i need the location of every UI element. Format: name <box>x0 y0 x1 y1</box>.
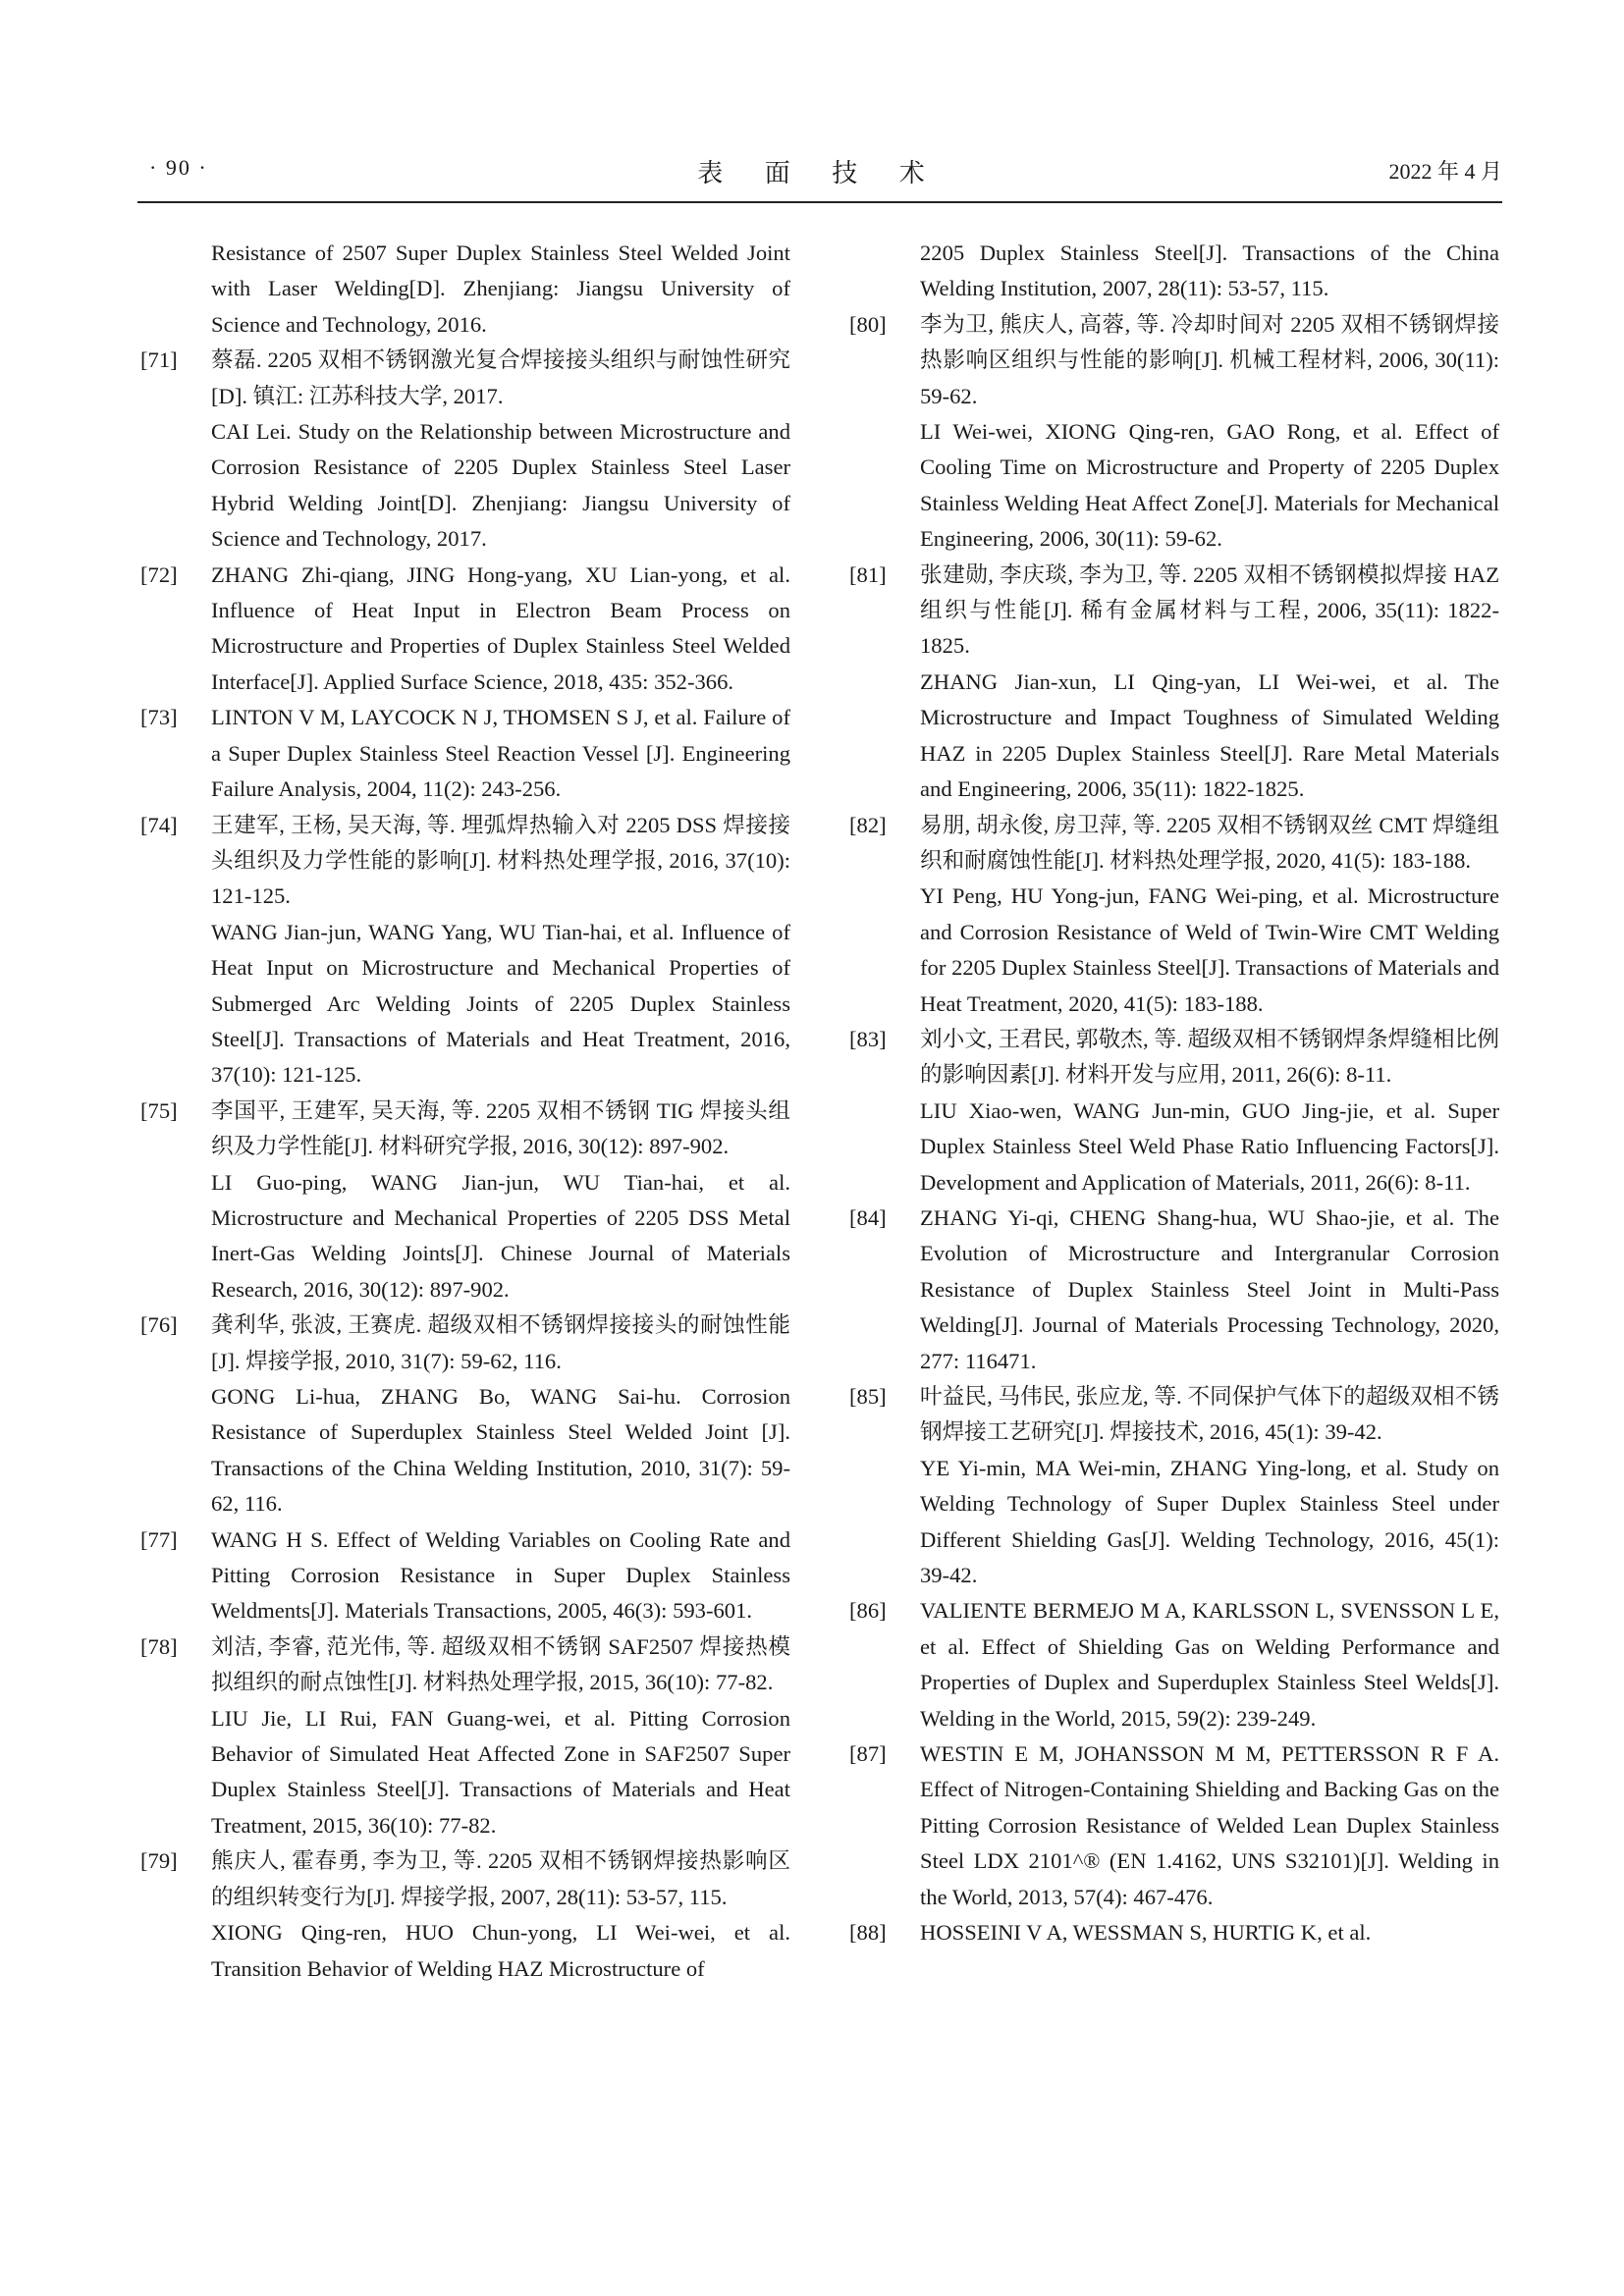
reference-translation: GONG Li-hua, ZHANG Bo, WANG Sai-hu. Corrosion Resistance of Superduplex Stainless Steel Welded Joint [J]. Transactions of the China Welding Institution, 2010, 31(7): 59-62, 116. <box>211 1384 790 1517</box>
reference-number: [88] <box>849 1920 887 1946</box>
reference-translation: ZHANG Jian-xun, LI Qing-yan, LI Wei-wei, et al. The Microstructure and Impact Toughness of Simulated Welding HAZ in 2205 Duplex Stainless Steel[J]. Rare Metal Materials and Engineering, 2006, 35(11): 1822-1825. <box>920 668 1499 802</box>
reference-79 <box>137 1843 790 1987</box>
reference-71 <box>137 343 790 557</box>
reference-text: HOSSEINI V A, WESSMAN S, HURTIG K, et al. <box>920 1920 1372 1946</box>
reference-text: 熊庆人, 霍春勇, 李为卫, 等. 2205 双相不锈钢焊接热影响区的组织转变行为[J]. 焊接学报, 2007, 28(11): 53-57, 115. <box>211 1848 790 1909</box>
reference-translation: LIU Xiao-wen, WANG Jun-min, GUO Jing-jie, et al. Super Duplex Stainless Steel Weld Phase Ratio Influencing Factors[J]. Development and Application of Materials, 2011, 26(6): 8-11. <box>920 1097 1499 1195</box>
reference-number: [87] <box>849 1741 887 1767</box>
reference-number: [79] <box>140 1848 178 1874</box>
reference-number: [78] <box>140 1633 178 1659</box>
reference-translation: WANG Jian-jun, WANG Yang, WU Tian-hai, et al. Influence of Heat Input on Microstructure and Mechanical Properties of Submerged Arc Welding Joints of 2205 Duplex Stainless Steel[J]. Transactions of Materials and Heat Treatment, 2016, 37(10): 121-125. <box>211 919 790 1088</box>
reference-translation: YI Peng, HU Yong-jun, FANG Wei-ping, et al. Microstructure and Corrosion Resistance of Weld of Twin-Wire CMT Welding for 2205 Duplex Stainless Steel[J]. Transactions of Materials and Heat Treatment, 2020, 41(5): 183-188. <box>920 883 1499 1016</box>
reference-text: 张建勋, 李庆琰, 李为卫, 等. 2205 双相不锈钢模拟焊接 HAZ 组织与性能[J]. 稀有金属材料与工程, 2006, 35(11): 1822-1825. <box>920 561 1499 659</box>
reference-77 <box>137 1522 790 1629</box>
reference-translation: LIU Jie, LI Rui, FAN Guang-wei, et al. Pitting Corrosion Behavior of Simulated Heat Affected Zone in SAF2507 Super Duplex Stainless Steel[J]. Transactions of Materials and Heat Treatment, 2015, 36(10): 77-82. <box>211 1705 790 1838</box>
reference-81 <box>846 558 1499 808</box>
reference-translation: YE Yi-min, MA Wei-min, ZHANG Ying-long, et al. Study on Welding Technology of Super Duplex Stainless Steel under Different Shielding Gas[J]. Welding Technology, 2016, 45(1): 39-42. <box>920 1455 1499 1588</box>
reference-text: 蔡磊. 2205 双相不锈钢激光复合焊接接头组织与耐蚀性研究[D]. 镇江: 江苏科技大学, 2017. <box>211 347 790 408</box>
reference-number: [71] <box>140 347 178 373</box>
reference-text: 李为卫, 熊庆人, 高蓉, 等. 冷却时间对 2205 双相不锈钢焊接热影响区组织与性能的影响[J]. 机械工程材料, 2006, 30(11): 59-62. <box>920 311 1499 408</box>
reference-72 <box>137 558 790 701</box>
reference-76 <box>137 1308 790 1522</box>
reference-text: VALIENTE BERMEJO M A, KARLSSON L, SVENSSON L E, et al. Effect of Shielding Gas on Welding Performance and Properties of Duplex and Superduplex Stainless Steel Welds[J]. Welding in the World, 2015, 59(2): 239-249. <box>920 1598 1499 1731</box>
running-header <box>137 155 1502 194</box>
reference-78 <box>137 1629 790 1843</box>
reference-74 <box>137 808 790 1094</box>
reference-text: 李国平, 王建军, 吴天海, 等. 2205 双相不锈钢 TIG 焊接头组织及力学性能[J]. 材料研究学报, 2016, 30(12): 897-902. <box>211 1097 790 1159</box>
reference-text: WANG H S. Effect of Welding Variables on Cooling Rate and Pitting Corrosion Resistance in Super Duplex Stainless Weldments[J]. Materials Transactions, 2005, 46(3): 593-601. <box>211 1526 790 1624</box>
reference-73 <box>137 700 790 807</box>
reference-translation: CAI Lei. Study on the Relationship between Microstructure and Corrosion Resistance of 2205 Duplex Stainless Steel Laser Hybrid Welding Joint[D]. Zhenjiang: Jiangsu University of Science and Technology, 2017. <box>211 419 790 552</box>
reference-translation: LI Wei-wei, XIONG Qing-ren, GAO Rong, et al. Effect of Cooling Time on Microstructure and Property of 2205 Duplex Stainless Welding Heat Affect Zone[J]. Materials for Mechanical Engineering, 2006, 30(11): 59-62. <box>920 419 1499 552</box>
reference-number: [84] <box>849 1204 887 1230</box>
reference-text: 叶益民, 马伟民, 张应龙, 等. 不同保护气体下的超级双相不锈钢焊接工艺研究[J]. 焊接技术, 2016, 45(1): 39-42. <box>920 1384 1499 1445</box>
reference-number: [72] <box>140 561 178 587</box>
reference-number: [80] <box>849 311 887 337</box>
reference-text: 2205 Duplex Stainless Steel[J]. Transactions of the China Welding Institution, 2007, 28(11): 53-57, 115. <box>920 240 1499 301</box>
reference-75 <box>137 1094 790 1308</box>
reference-number: [73] <box>140 705 178 730</box>
reference-text: 王建军, 王杨, 吴天海, 等. 埋弧焊热输入对 2205 DSS 焊接接头组织及力学性能的影响[J]. 材料热处理学报, 2016, 37(10): 121-125. <box>211 812 790 909</box>
reference-text: 易朋, 胡永俊, 房卫萍, 等. 2205 双相不锈钢双丝 CMT 焊缝组织和耐腐蚀性能[J]. 材料热处理学报, 2020, 41(5): 183-188. <box>920 812 1499 873</box>
reference-83 <box>846 1022 1499 1201</box>
reference-85 <box>846 1379 1499 1593</box>
reference-text: ZHANG Yi-qi, CHENG Shang-hua, WU Shao-jie, et al. The Evolution of Microstructure and Intergranular Corrosion Resistance of Duplex Stainless Steel Joint in Multi-Pass Welding[J]. Journal of Materials Processing Technology, 2020, 277: 116471. <box>920 1204 1499 1373</box>
right-column <box>846 236 1499 1951</box>
journal-title: 表 面 技 术 <box>697 159 943 187</box>
reference-translation: LI Guo-ping, WANG Jian-jun, WU Tian-hai, et al. Microstructure and Mechanical Properties of 2205 DSS Metal Inert-Gas Welding Joints[J]. Chinese Journal of Materials Research, 2016, 30(12): 897-902. <box>211 1169 790 1302</box>
page-number: · 90 · <box>149 155 208 180</box>
reference-number: [76] <box>140 1312 178 1338</box>
reference-86 <box>846 1593 1499 1736</box>
reference-number: [77] <box>140 1526 178 1552</box>
reference-number: [81] <box>849 561 887 587</box>
left-column <box>137 236 790 1987</box>
reference-88 <box>846 1915 1499 1950</box>
reference-number: [85] <box>849 1384 887 1409</box>
reference-text: 龚利华, 张波, 王赛虎. 超级双相不锈钢焊接接头的耐蚀性能[J]. 焊接学报, 2010, 31(7): 59-62, 116. <box>211 1312 790 1373</box>
reference-text: ZHANG Zhi-qiang, JING Hong-yang, XU Lian-yong, et al. Influence of Heat Input in Electron Beam Process on Microstructure and Properties of Duplex Stainless Steel Welded Interface[J]. Applied Surface Science, 2018, 435: 352-366. <box>211 561 790 694</box>
reference-84 <box>846 1201 1499 1379</box>
reference-text: 刘小文, 王君民, 郭敬杰, 等. 超级双相不锈钢焊条焊缝相比例的影响因素[J]. 材料开发与应用, 2011, 26(6): 8-11. <box>920 1026 1499 1088</box>
reference-text: WESTIN E M, JOHANSSON M M, PETTERSSON R F A. Effect of Nitrogen-Containing Shielding and Backing Gas on the Pitting Corrosion Resistance of Welded Lean Duplex Stainless Steel LDX 2101^® (EN 1.4162, UNS S32101)[J]. Welding in the World, 2013, 57(4): 467-476. <box>920 1741 1499 1909</box>
reference-text: Resistance of 2507 Super Duplex Stainless Steel Welded Joint with Laser Welding[D]. Zhenjiang: Jiangsu University of Science and Technology, 2016. <box>211 240 790 337</box>
reference-continuation <box>846 236 1499 307</box>
reference-number: [86] <box>849 1598 887 1624</box>
reference-80 <box>846 307 1499 558</box>
reference-number: [82] <box>849 812 887 837</box>
reference-82 <box>846 808 1499 1022</box>
reference-translation: XIONG Qing-ren, HUO Chun-yong, LI Wei-wei, et al. Transition Behavior of Welding HAZ Microstructure of <box>211 1920 790 1981</box>
reference-number: [83] <box>849 1026 887 1051</box>
issue-date: 2022 年 4 月 <box>1388 159 1502 184</box>
header-rule <box>137 201 1502 203</box>
reference-87 <box>846 1736 1499 1915</box>
reference-continuation <box>137 236 790 343</box>
reference-number: [74] <box>140 812 178 837</box>
reference-text: 刘洁, 李睿, 范光伟, 等. 超级双相不锈钢 SAF2507 焊接热模拟组织的耐点蚀性[J]. 材料热处理学报, 2015, 36(10): 77-82. <box>211 1633 790 1695</box>
reference-number: [75] <box>140 1097 178 1123</box>
reference-text: LINTON V M, LAYCOCK N J, THOMSEN S J, et al. Failure of a Super Duplex Stainless Steel Reaction Vessel [J]. Engineering Failure Analysis, 2004, 11(2): 243-256. <box>211 705 790 802</box>
